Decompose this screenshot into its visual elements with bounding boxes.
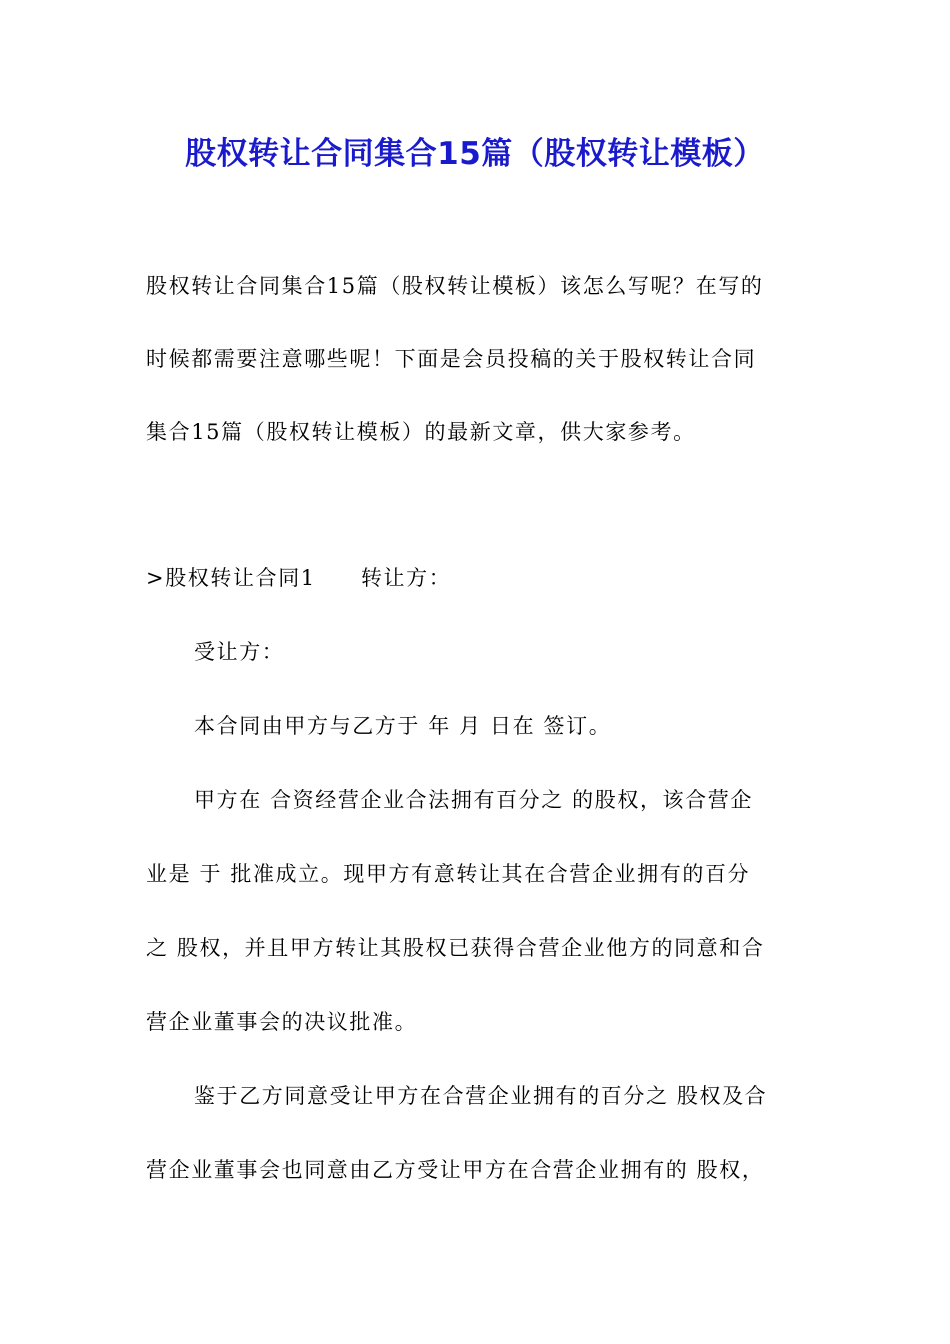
body-line-3: 甲方在 合资经营企业合法拥有百分之 的股权，该合营企 [194, 788, 753, 812]
body-line-6: 营企业董事会的决议批准。 [146, 1010, 418, 1034]
intro-line-2: 时候都需要注意哪些呢！下面是会员投稿的关于股权转让合同 [146, 347, 757, 371]
section-heading: >股权转让合同1 转让方： [146, 566, 452, 590]
body-line-7: 鉴于乙方同意受让甲方在合营企业拥有的百分之 股权及合 [194, 1084, 768, 1108]
body-line-2: 本合同由甲方与乙方于 年 月 日在 签订。 [194, 714, 612, 738]
body-line-4: 业是 于 批准成立。现甲方有意转让其在合营企业拥有的百分 [146, 862, 751, 886]
intro-line-1: 股权转让合同集合15篇（股权转让模板）该怎么写呢？在写的 [146, 274, 764, 298]
body-line-8: 营企业董事会也同意由乙方受让甲方在合营企业拥有的 股权， [146, 1158, 765, 1182]
body-line-1: 受让方： [194, 640, 285, 664]
body-line-5: 之 股权，并且甲方转让其股权已获得合营企业他方的同意和合 [146, 936, 765, 960]
intro-line-3: 集合15篇（股权转让模板）的最新文章，供大家参考。 [146, 420, 696, 444]
document-title: 股权转让合同集合15篇（股权转让模板） [185, 136, 765, 172]
